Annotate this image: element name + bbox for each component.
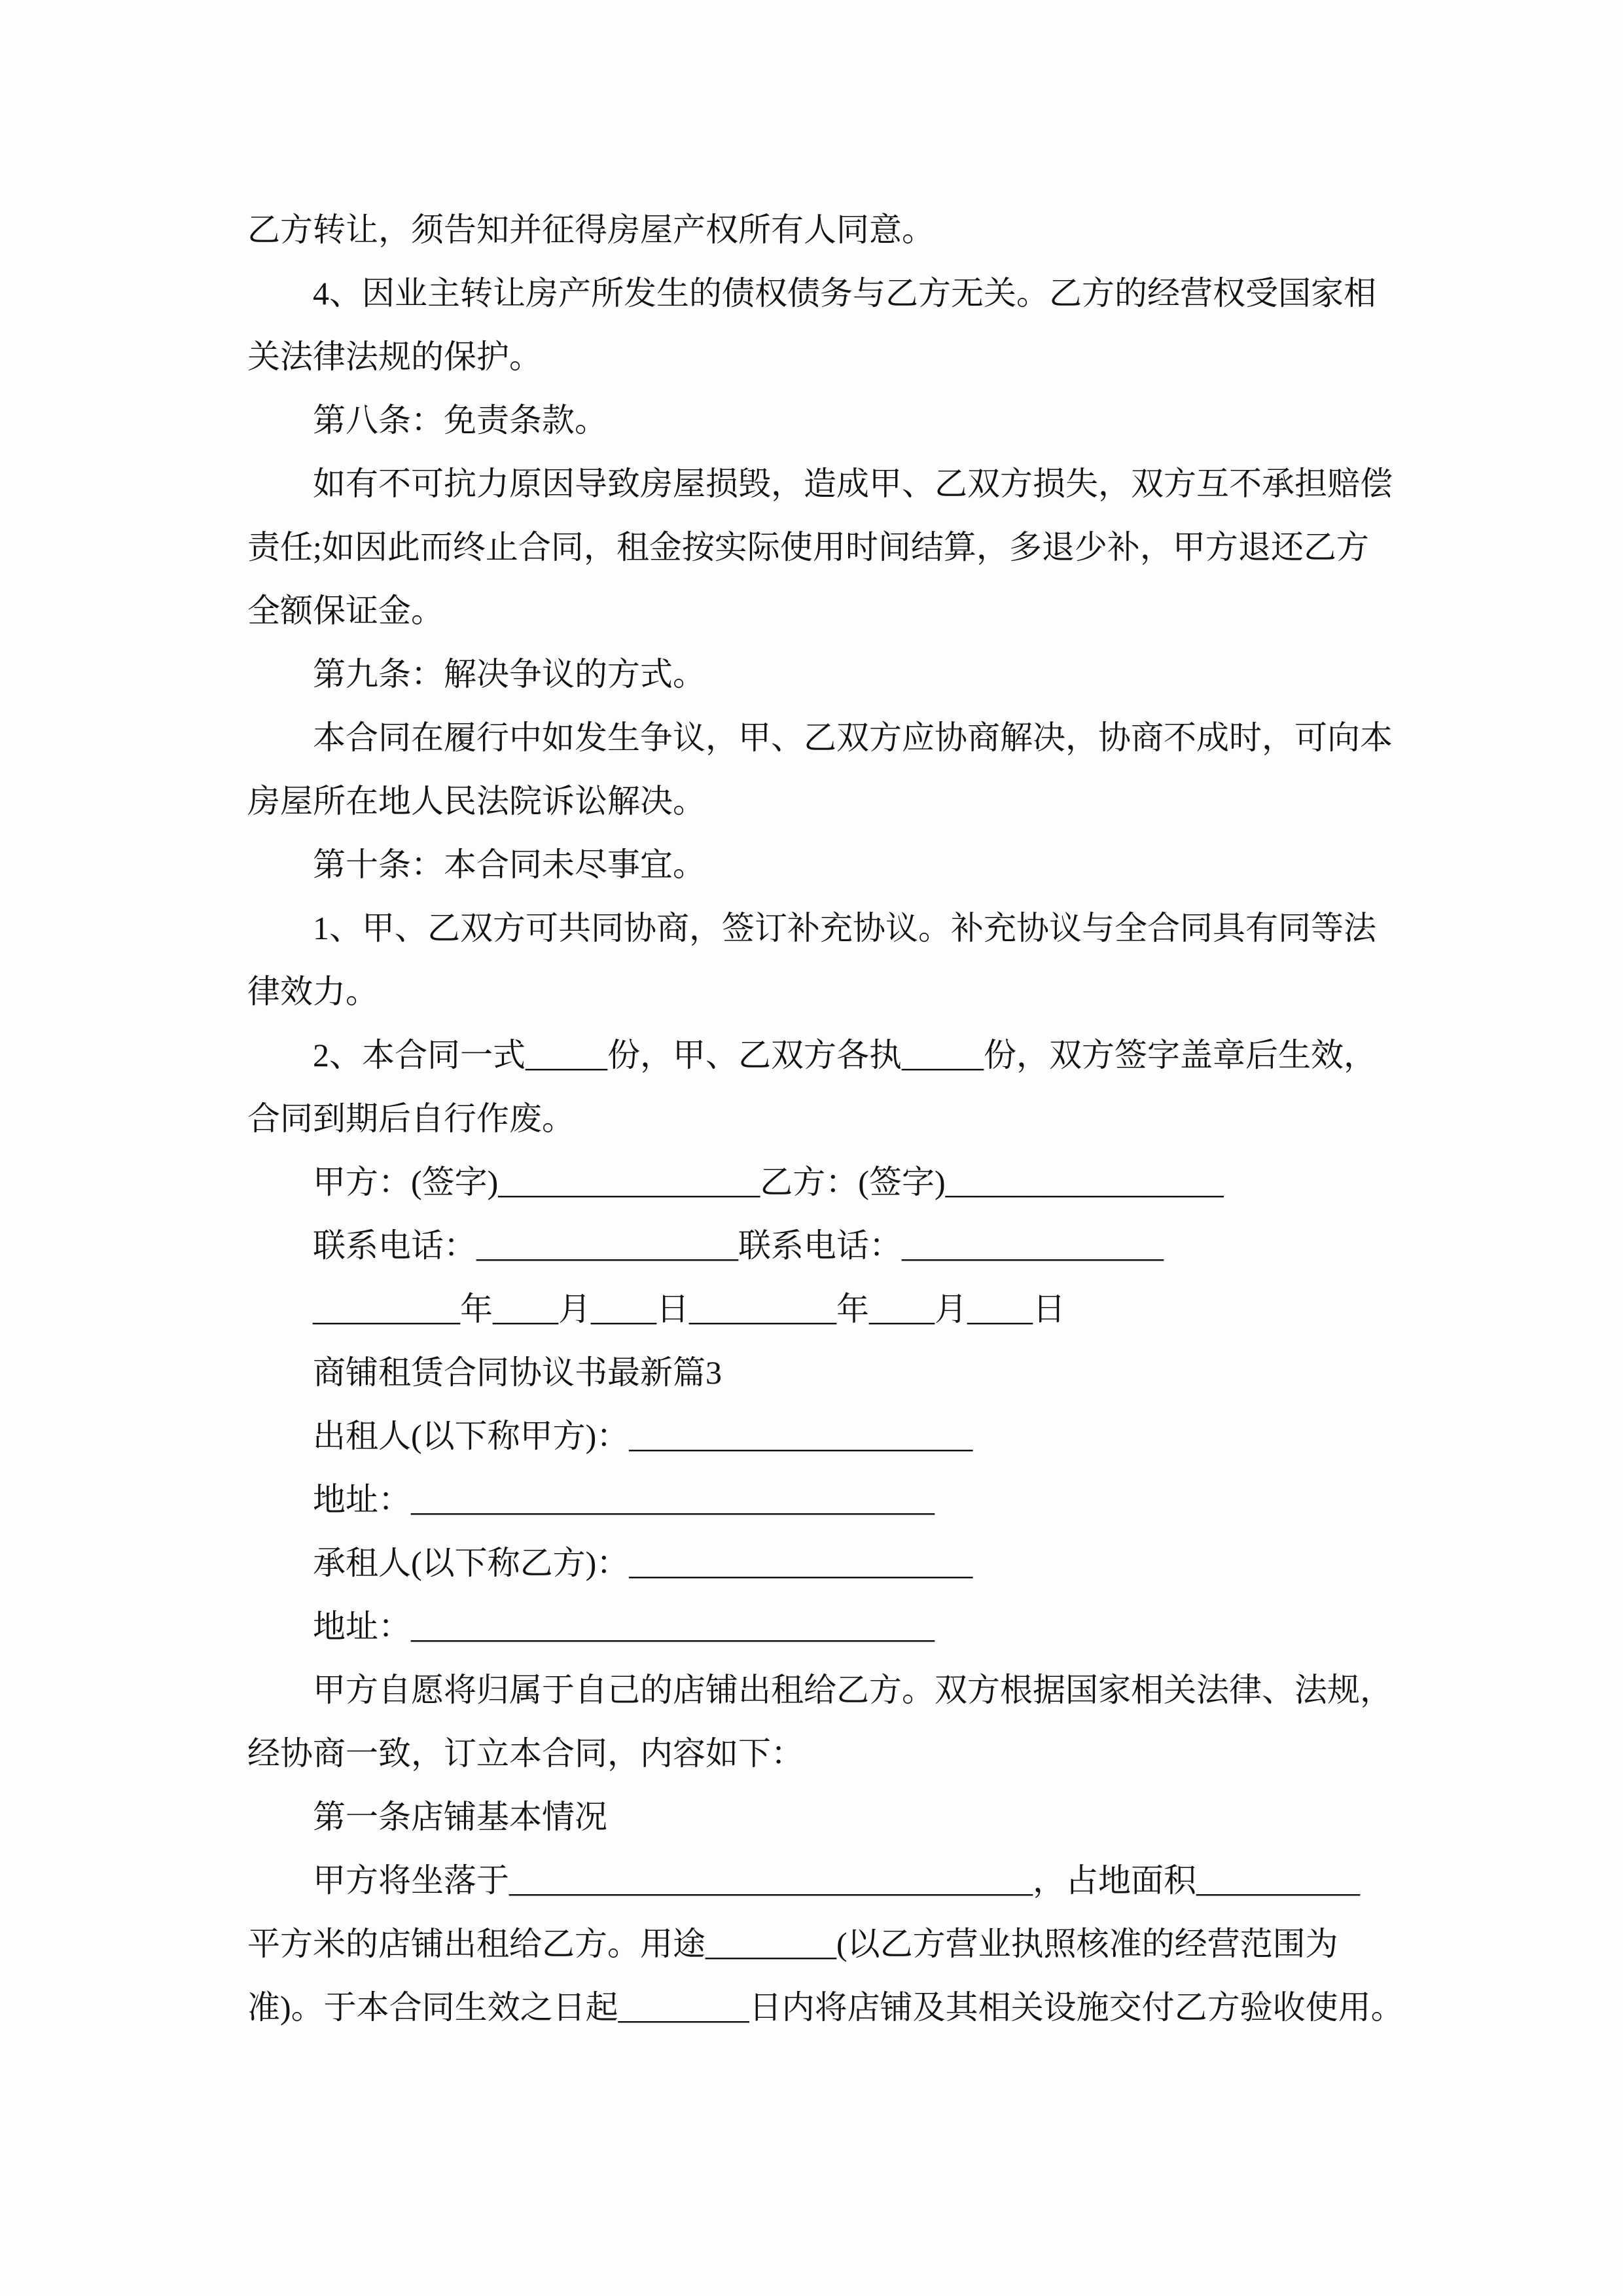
contract-line-blank-form: 2、本合同一式_____份，甲、乙双方各执_____份，双方签字盖章后生效， [313, 1037, 1376, 1073]
contract-line: 律效力。 [247, 973, 378, 1010]
contract-line: 甲方自愿将归属于自己的店铺出租给乙方。双方根据国家相关法律、法规， [313, 1672, 1393, 1708]
contract-line: 房屋所在地人民法院诉讼解决。 [247, 783, 705, 819]
contract-line: 关法律法规的保护。 [247, 338, 542, 375]
signature-line: 甲方：(签字)________________乙方：(签字)_________________ [313, 1164, 1224, 1200]
contract-line: 责任;如因此而终止合同，租金按实际使用时间结算，多退少补，甲方退还乙方 [247, 529, 1369, 565]
contract-line-blank-form: 甲方将坐落于________________________________，占地面积__________ [313, 1862, 1360, 1899]
contract-line: 全额保证金。 [247, 592, 444, 629]
contract-line-blank-form: 准)。于本合同生效之日起________日内将店铺及其相关设施交付乙方验收使用。 [247, 1989, 1404, 2026]
date-line: _________年____月____日_________年____月____日 [313, 1291, 1065, 1327]
phone-line: 联系电话：________________联系电话：________________ [313, 1227, 1164, 1264]
contract-line: 如有不可抗力原因导致房屋损毁，造成甲、乙双方损失，双方互不承担赔偿 [313, 465, 1393, 502]
contract-line: 1、甲、乙双方可共同协商，签订补充协议。补充协议与全合同具有同等法 [313, 910, 1376, 946]
lessor-line: 出租人(以下称甲方)：_____________________ [313, 1418, 973, 1454]
address-line: 地址：________________________________ [313, 1481, 935, 1518]
contract-clause-heading: 第一条店铺基本情况 [313, 1799, 607, 1835]
contract-line: 乙方转让，须告知并征得房屋产权所有人同意。 [247, 211, 935, 248]
contract-line-blank-form: 平方米的店铺出租给乙方。用途________(以乙方营业执照核准的经营范围为 [247, 1926, 1338, 1962]
contract-line: 本合同在履行中如发生争议，甲、乙双方应协商解决，协商不成时，可向本 [313, 719, 1393, 756]
contract-clause-heading: 第十条：本合同未尽事宜。 [313, 846, 705, 883]
address-line: 地址：________________________________ [313, 1608, 935, 1645]
contract-clause-heading: 第八条：免责条款。 [313, 402, 607, 439]
contract-line: 4、因业主转让房产所发生的债权债务与乙方无关。乙方的经营权受国家相 [313, 275, 1376, 312]
contract-text-block [247, 198, 1404, 2039]
contract-line: 经协商一致，订立本合同，内容如下： [247, 1735, 804, 1772]
lessee-line: 承租人(以下称乙方)：_____________________ [313, 1545, 973, 1581]
contract-clause-heading: 第九条：解决争议的方式。 [313, 656, 705, 692]
contract-line: 合同到期后自行作废。 [247, 1100, 575, 1137]
section-heading: 商铺租赁合同协议书最新篇3 [313, 1354, 722, 1391]
